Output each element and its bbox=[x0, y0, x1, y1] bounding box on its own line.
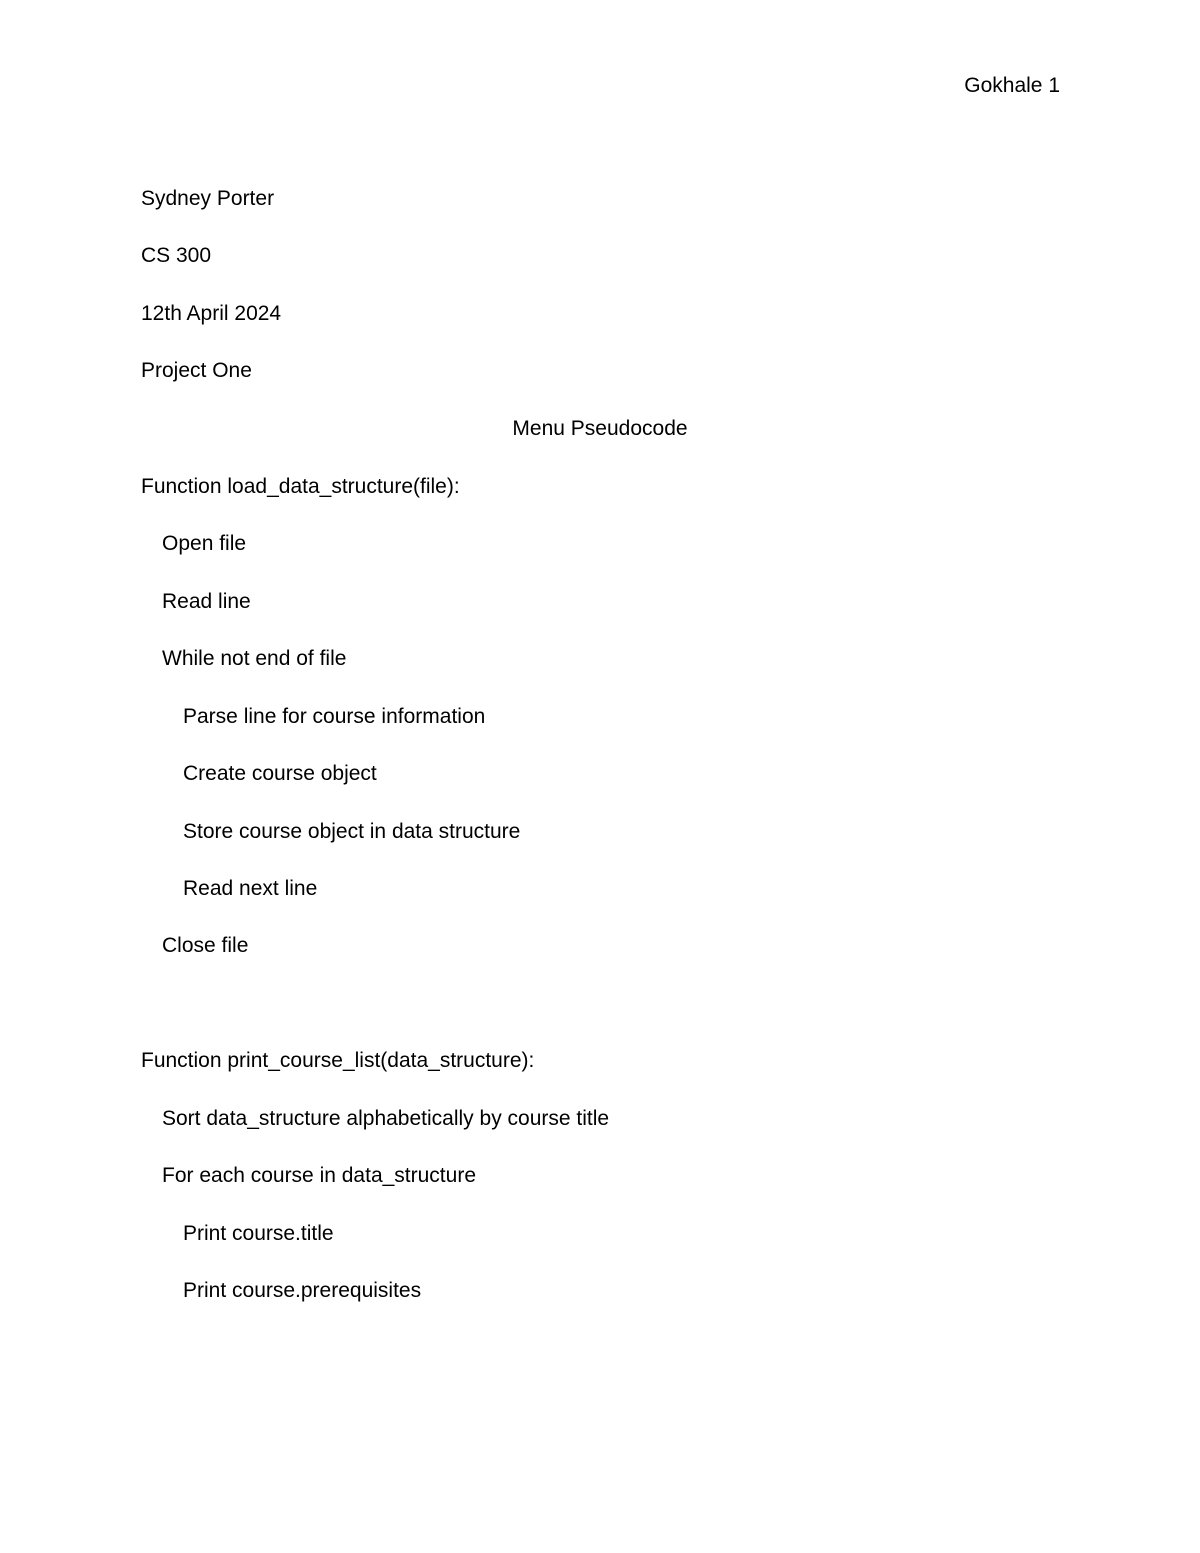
code-line: While not end of file bbox=[162, 647, 347, 670]
date: 12th April 2024 bbox=[141, 302, 282, 325]
course-code: CS 300 bbox=[141, 244, 212, 267]
code-line: Sort data_structure alphabetically by course title bbox=[162, 1107, 610, 1130]
assignment-title: Project One bbox=[141, 359, 252, 382]
code-line: Parse line for course information bbox=[183, 705, 486, 728]
author-name: Sydney Porter bbox=[141, 187, 275, 210]
code-line: Create course object bbox=[183, 762, 377, 785]
code-line: Open file bbox=[162, 532, 247, 555]
code-line: Store course object in data structure bbox=[183, 820, 521, 843]
function-signature: Function print_course_list(data_structure): bbox=[141, 1049, 535, 1072]
code-line: Read line bbox=[162, 590, 251, 613]
code-line: Print course.prerequisites bbox=[183, 1279, 422, 1302]
code-line: For each course in data_structure bbox=[162, 1164, 476, 1187]
code-line: Print course.title bbox=[183, 1222, 334, 1245]
running-head: Gokhale 1 bbox=[964, 74, 1060, 97]
code-line: Read next line bbox=[183, 877, 318, 900]
code-line: Close file bbox=[162, 934, 249, 957]
document-title: Menu Pseudocode bbox=[512, 417, 688, 440]
function-signature: Function load_data_structure(file): bbox=[141, 475, 460, 498]
